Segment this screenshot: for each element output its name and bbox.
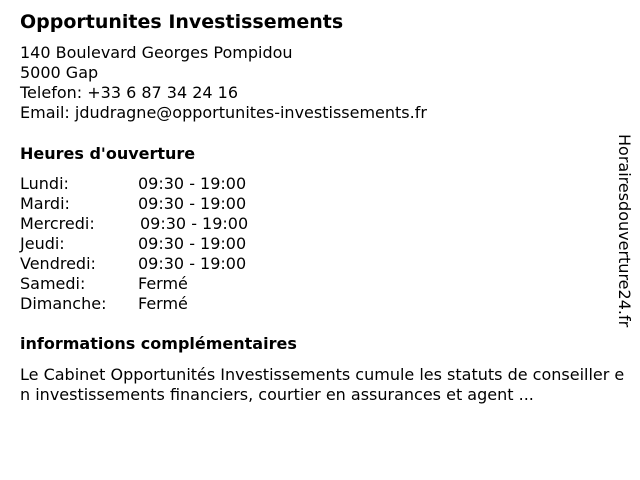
day-label: Lundi: bbox=[20, 174, 69, 193]
hours-value: 09:30 - 19:00 bbox=[138, 234, 247, 253]
email-address: Email: jdudragne@opportunites-investissements.fr bbox=[20, 103, 427, 122]
day-label: Dimanche: bbox=[20, 294, 107, 313]
day-label: Vendredi: bbox=[20, 254, 96, 273]
hours-value: 09:30 - 19:00 bbox=[138, 254, 247, 273]
opening-hours-heading: Heures d'ouverture bbox=[20, 144, 196, 163]
hours-row-monday bbox=[20, 174, 320, 194]
hours-row-wednesday bbox=[20, 214, 320, 234]
day-label: Samedi: bbox=[20, 274, 86, 293]
hours-row-friday bbox=[20, 254, 320, 274]
business-name: Opportunites Investissements bbox=[20, 11, 344, 33]
contact-block bbox=[20, 43, 427, 123]
hours-value: 09:30 - 19:00 bbox=[138, 174, 247, 193]
day-label: Jeudi: bbox=[20, 234, 65, 253]
address-street: 140 Boulevard Georges Pompidou bbox=[20, 43, 293, 62]
day-label: Mercredi: bbox=[20, 214, 95, 233]
opening-hours-table bbox=[20, 174, 320, 314]
hours-row-tuesday bbox=[20, 194, 320, 214]
additional-info-heading: informations complémentaires bbox=[20, 334, 297, 353]
hours-value: Fermé bbox=[138, 274, 188, 293]
hours-value: 09:30 - 19:00 bbox=[138, 194, 247, 213]
hours-row-sunday bbox=[20, 294, 320, 314]
business-description: Le Cabinet Opportunités Investissements cumule les statuts de conseiller en investissements financiers, courtier en assurances et agent ... bbox=[20, 365, 625, 404]
address-city: 5000 Gap bbox=[20, 63, 99, 82]
phone-number: Telefon: +33 6 87 34 24 16 bbox=[20, 83, 239, 102]
hours-value: Fermé bbox=[138, 294, 188, 313]
day-label: Mardi: bbox=[20, 194, 70, 213]
hours-row-thursday bbox=[20, 234, 320, 254]
site-watermark: Horairesdouverture24.fr bbox=[615, 134, 634, 328]
hours-row-saturday bbox=[20, 274, 320, 294]
hours-value: 09:30 - 19:00 bbox=[140, 214, 249, 233]
